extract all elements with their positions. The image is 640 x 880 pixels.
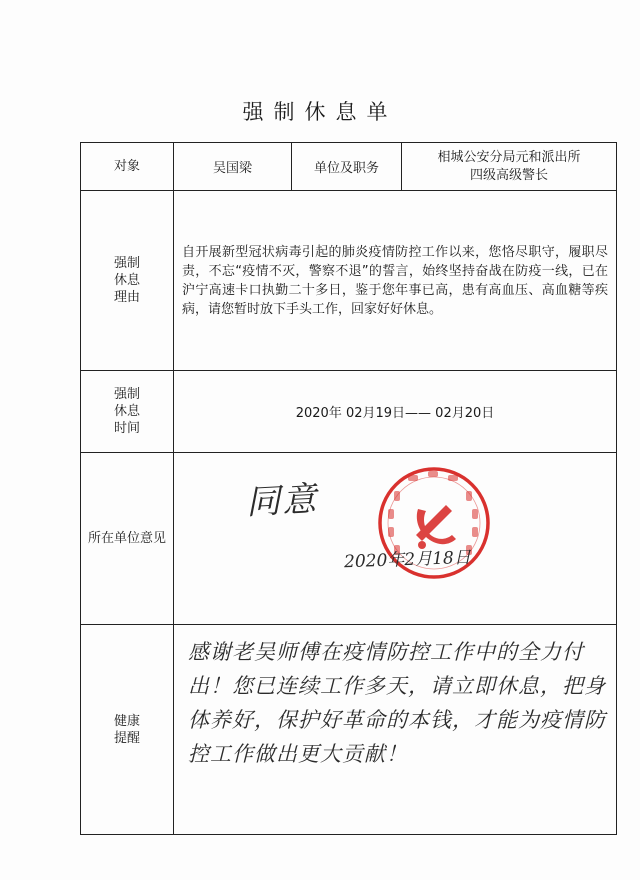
opinion-date-handwritten: 2020年2月18日 <box>343 547 472 573</box>
reason-label-line-2: 休息 <box>113 273 140 288</box>
position-line-2: 四级高级警长 <box>469 167 548 183</box>
position-label: 单位及职务 <box>292 143 402 191</box>
opinion-cell <box>174 453 617 625</box>
health-label-line-1: 健康 <box>113 713 140 729</box>
health-cell <box>174 625 617 835</box>
time-label-line-1: 强制 <box>113 387 140 402</box>
time-row <box>81 371 617 453</box>
position-value <box>402 143 617 191</box>
opinion-row <box>81 453 617 625</box>
health-row <box>81 625 617 835</box>
health-label <box>81 625 174 835</box>
reason-text: 自开展新型冠状病毒引起的肺炎疫情防控工作以来，您恪尽职守，履职尽责，不忘“疫情不灭，警察不退”的誓言，始终坚持奋战在防疫一线，已在沪宁高速卡口执勤二十多日，鉴于您年事已高，患有高血压、高血糖等疾病，请您暂时放下手头工作，回家好好休息。 <box>174 191 617 371</box>
subject-name: 吴国梁 <box>174 143 292 191</box>
time-label <box>81 371 174 453</box>
document-title: 强制休息单 <box>242 100 398 124</box>
time-value: 2020年 02月19日—— 02月20日 <box>174 371 617 453</box>
reason-label <box>81 191 174 371</box>
time-label-line-3: 时间 <box>113 421 140 436</box>
subject-label: 对象 <box>81 143 174 191</box>
reason-label-line-1: 强制 <box>113 256 140 271</box>
opinion-label: 所在单位意见 <box>81 453 174 625</box>
reason-label-line-3: 理由 <box>113 290 140 305</box>
reason-row <box>81 191 617 371</box>
form-table <box>80 142 617 835</box>
opinion-handwritten: 同意 <box>245 479 320 523</box>
position-line-1: 相城公安分局元和派出所 <box>437 149 581 165</box>
health-label-line-2: 提醒 <box>113 730 140 746</box>
subject-row <box>81 143 617 191</box>
health-handwritten: 感谢老吴师傅在疫情防控工作中的全力付出！您已连续工作多天，请立即休息，把身体养好，保护好革命的本钱，才能为疫情防控工作做出更大贡献！ <box>188 640 606 766</box>
time-label-line-2: 休息 <box>113 404 140 419</box>
